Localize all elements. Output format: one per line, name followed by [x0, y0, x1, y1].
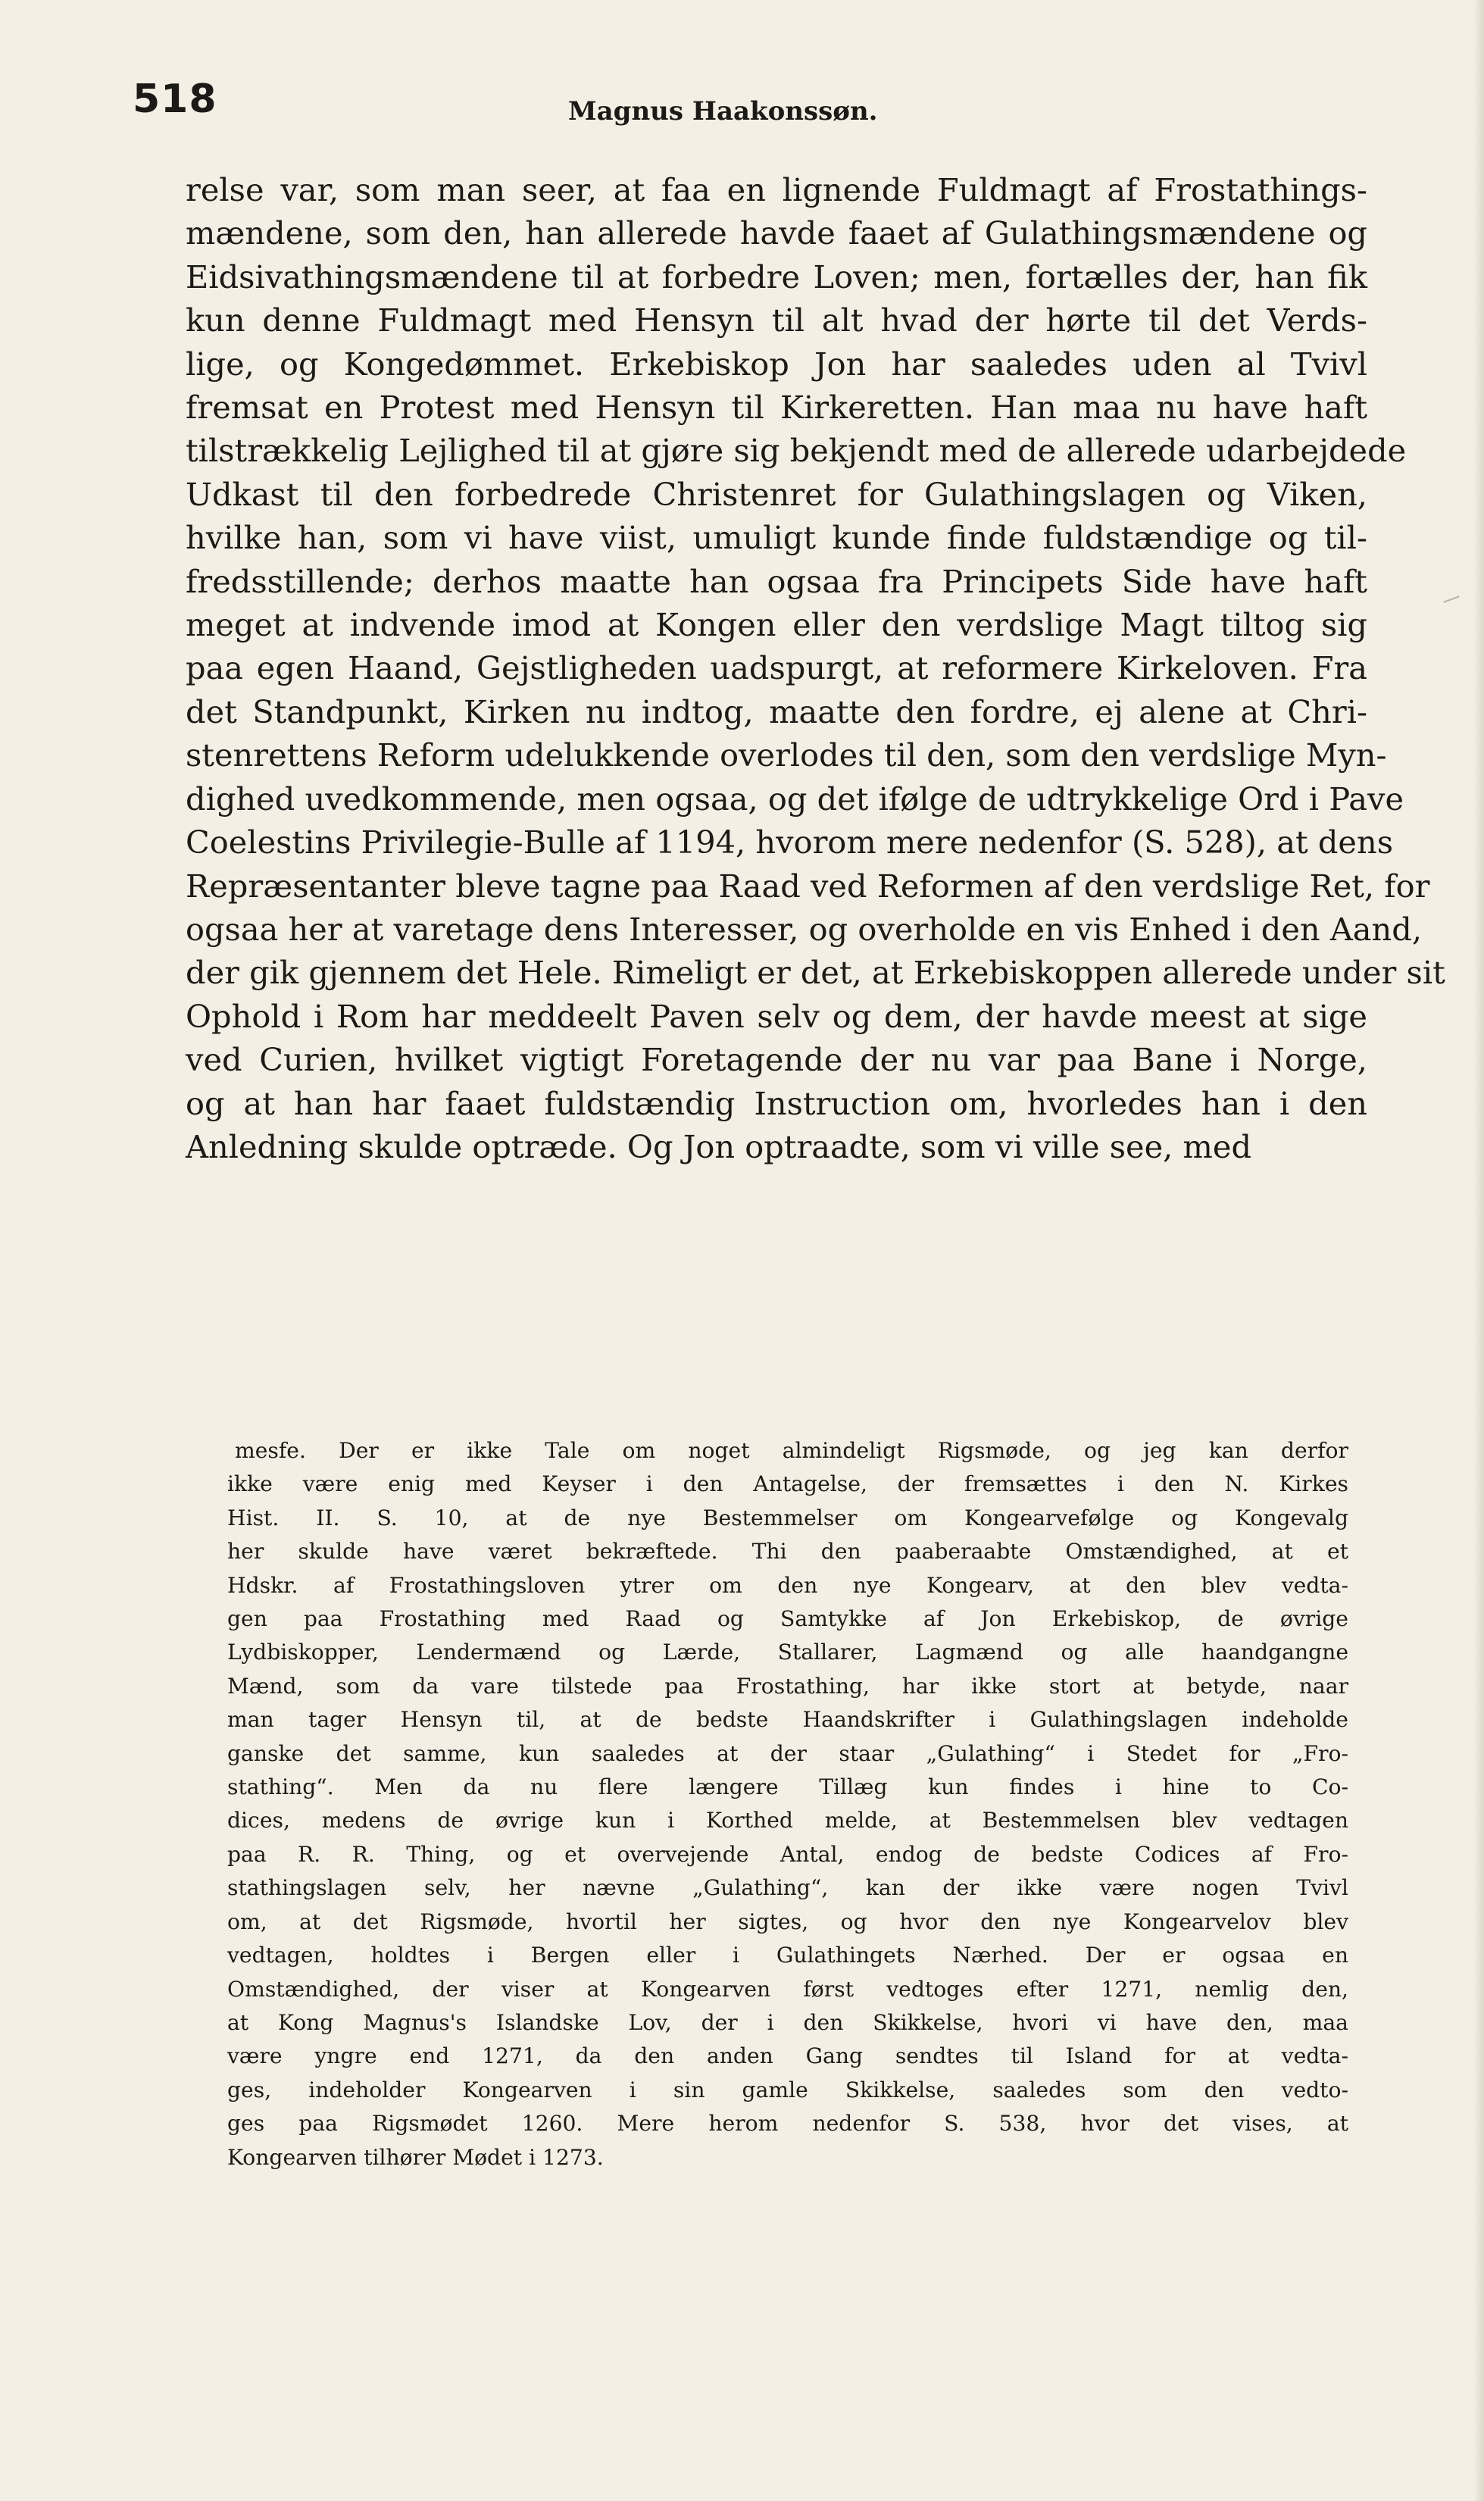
footnote-line: her skulde have været bekræftede. Thi den paaberaabte Omstændighed, at et — [227, 1539, 1348, 1565]
text-line: Ophold i Rom har meddeelt Paven selv og dem, der havde meest at sige — [186, 997, 1367, 1035]
footnote-line: ges paa Rigsmødet 1260. Mere herom nedenfor S. 538, hvor det vises, at — [227, 2111, 1348, 2137]
text-line: mændene, som den, han allerede havde faaet af Gulathingsmændene og — [186, 214, 1367, 252]
text-line: paa egen Haand, Gejstligheden uadspurgt, at reformere Kirkeloven. Fra — [186, 649, 1367, 687]
footnote-line: Hist. II. S. 10, at de nye Bestemmelser om Kongearvefølge og Kongevalg — [227, 1505, 1348, 1530]
footnote-line: ges, indeholder Kongearven i sin gamle Skikkelse, saaledes som den vedto- — [227, 2077, 1348, 2102]
footnote-line: Kongearven tilhører Mødet i 1273. — [227, 2144, 604, 2170]
footnote-line: ganske det samme, kun saaledes at der staar „Gulathing“ i Stedet for „Fro- — [227, 1740, 1348, 1766]
footnote-line: man tager Hensyn til, at de bedste Haandskrifter i Gulathingslagen indeholde — [227, 1707, 1348, 1733]
footnote-line: Mænd, som da vare tilstede paa Frostathing, har ikke stort at betyde, naar — [227, 1673, 1348, 1699]
margin-mark — [1443, 596, 1459, 602]
footnote-line: paa R. R. Thing, og et overvejende Antal, endog de bedste Codices af Fro- — [227, 1841, 1348, 1867]
text-line: ved Curien, hvilket vigtigt Foretagende der nu var paa Bane i Norge, — [186, 1041, 1367, 1079]
text-line: hvilke han, som vi have viist, umuligt kunde finde fuldstændige og til- — [186, 519, 1367, 557]
footnote-line: være yngre end 1271, da den anden Gang sendtes til Island for at vedta- — [227, 2043, 1348, 2069]
footnote-line: gen paa Frostathing med Raad og Samtykke af Jon Erkebiskop, de øvrige — [227, 1606, 1348, 1632]
page-header — [133, 72, 1375, 133]
footnote-line: vedtagen, holdtes i Bergen eller i Gulathingets Nærhed. Der er ogsaa en — [227, 1943, 1348, 1968]
footnote-line: Lydbiskopper, Lendermænd og Lærde, Stallarer, Lagmænd og alle haandgangne — [227, 1640, 1348, 1665]
text-line: stenrettens Reform udelukkende overlodes til den, som den verdslige Myn- — [186, 736, 1387, 774]
text-line: tilstrækkelig Lejlighed til at gjøre sig bekjendt med de allerede udarbejdede — [186, 432, 1407, 470]
text-line: lige, og Kongedømmet. Erkebiskop Jon har saaledes uden al Tvivl — [186, 345, 1367, 383]
text-line: meget at indvende imod at Kongen eller den verdslige Magt tiltog sig — [186, 606, 1367, 644]
footnote-line: stathingslagen selv, her nævne „Gulathing“, kan der ikke være nogen Tvivl — [227, 1875, 1348, 1901]
page-edge — [1473, 0, 1484, 2501]
footnote-line: mesfe. Der er ikke Tale om noget almindeligt Rigsmøde, og jeg kan derfor — [235, 1438, 1348, 1463]
text-line: det Standpunkt, Kirken nu indtog, maatte den fordre, ej alene at Chri- — [186, 692, 1367, 730]
text-line: Udkast til den forbedrede Christenret for Gulathingslagen og Viken, — [186, 475, 1367, 513]
footnote-line: Hdskr. af Frostathingsloven ytrer om den nye Kongearv, at den blev vedta- — [227, 1572, 1348, 1598]
page-number: 518 — [133, 77, 217, 122]
footnote-line: dices, medens de øvrige kun i Korthed melde, at Bestemmelsen blev vedtagen — [227, 1808, 1348, 1834]
text-line: fredsstillende; derhos maatte han ogsaa fra Principets Side have haft — [186, 562, 1367, 600]
footnote-line: ikke være enig med Keyser i den Antagelse, der fremsættes i den N. Kirkes — [227, 1471, 1348, 1497]
text-line: Eidsivathingsmændene til at forbedre Loven; men, fortælles der, han fik — [186, 258, 1367, 295]
text-line: relse var, som man seer, at faa en lignende Fuldmagt af Frostathings- — [186, 171, 1367, 208]
main-text — [186, 168, 1445, 1168]
text-line: fremsat en Protest med Hensyn til Kirkeretten. Han maa nu have haft — [186, 389, 1367, 427]
text-line: og at han har faaet fuldstændig Instruction om, hvorledes han i den — [186, 1084, 1367, 1122]
running-title: Magnus Haakonssøn. — [568, 96, 878, 127]
text-line: der gik gjennem det Hele. Rimeligt er det, at Erkebiskoppen allerede under sit — [186, 954, 1445, 992]
footnote-line: stathing“. Men da nu flere længere Tillæg kun findes i hine to Co- — [227, 1774, 1348, 1800]
footnote-line: om, at det Rigsmøde, hvortil her sigtes, og hvor den nye Kongearvelov blev — [227, 1909, 1348, 1934]
footnote-line: Omstændighed, der viser at Kongearven først vedtoges efter 1271, nemlig den, — [227, 1976, 1348, 2002]
text-line: ogsaa her at varetage dens Interesser, og overholde en vis Enhed i den Aand, — [186, 910, 1423, 948]
text-line: Anledning skulde optræde. Og Jon optraadte, som vi ville see, med — [186, 1127, 1252, 1165]
footnote — [227, 1434, 1348, 2174]
text-line: Repræsentanter bleve tagne paa Raad ved Reformen af den verdslige Ret, for — [186, 867, 1430, 905]
footnote-line: at Kong Magnus's Islandske Lov, der i den Skikkelse, hvori vi have den, maa — [227, 2009, 1348, 2035]
text-line: kun denne Fuldmagt med Hensyn til alt hvad der hørte til det Verds- — [186, 302, 1367, 339]
text-line: Coelestins Privilegie-Bulle af 1194, hvorom mere nedenfor (S. 528), at dens — [186, 824, 1394, 861]
text-line: dighed uvedkommende, men ogsaa, og det ifølge de udtrykkelige Ord i Pave — [186, 780, 1404, 818]
